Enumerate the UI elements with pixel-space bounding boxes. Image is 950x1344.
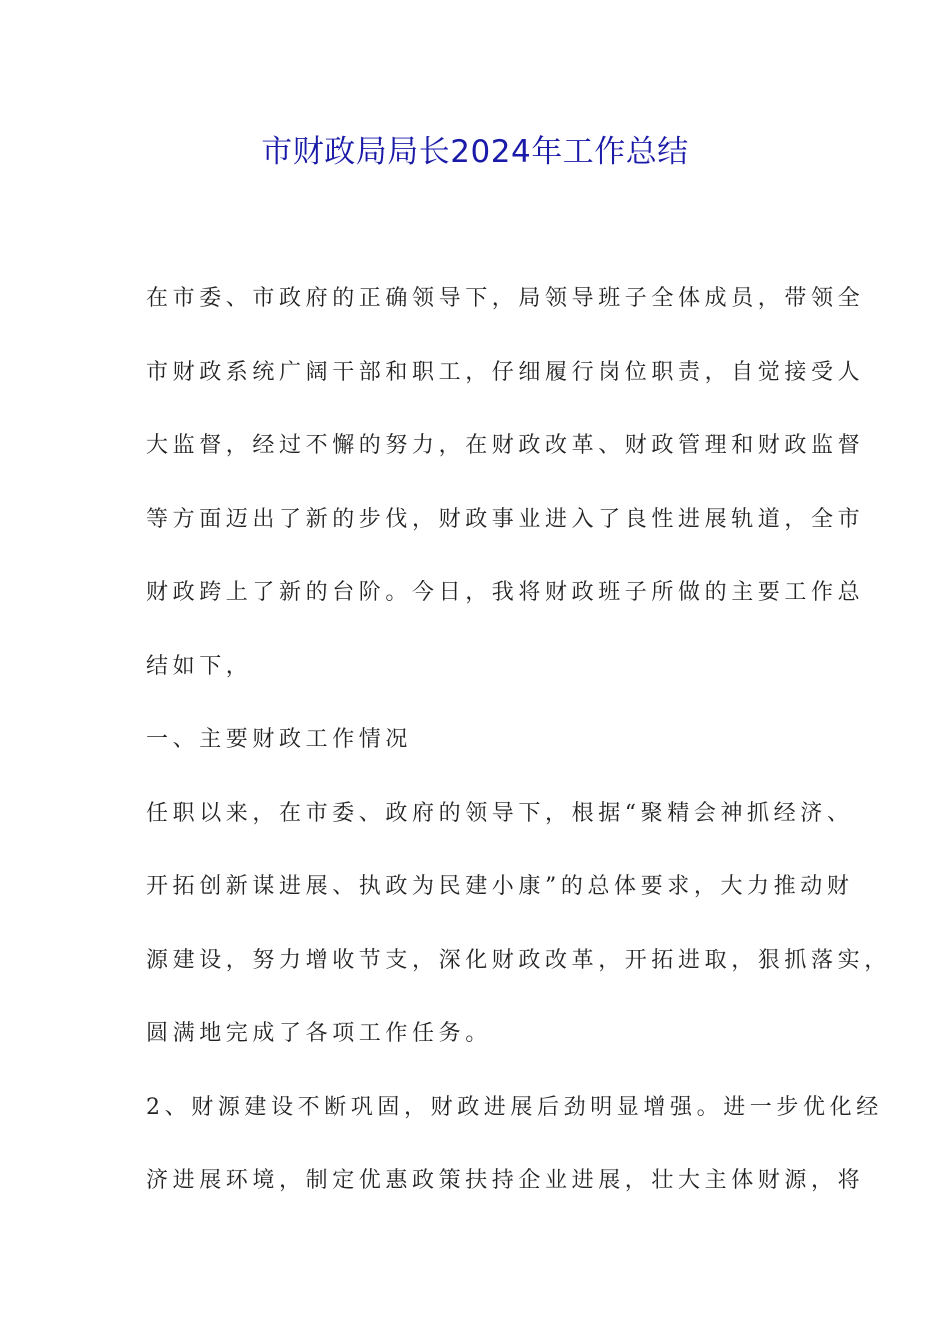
body-line: 开拓创新谋进展、执政为民建小康”的总体要求，大力推动财 [146,874,854,899]
body-line: 源建设，努力增收节支，深化财政改革，开拓进取，狠抓落实， [146,947,891,973]
body-line: 财政跨上了新的台阶。今日，我将财政班子所做的主要工作总 [146,580,865,605]
body-line: 等方面迈出了新的步伐，财政事业进入了良性进展轨道，全市 [146,506,865,532]
body-line: 任职以来，在市委、政府的领导下，根据“聚精会神抓经济、 [146,800,854,826]
body-line: 在市委、市政府的正确领导下，局领导班子全体成员，带领全 [146,286,865,311]
document-title: 市财政局局长2024年工作总结 [261,134,689,170]
body-line: 大监督，经过不懈的努力，在财政改革、财政管理和财政监督 [146,433,865,458]
body-line: 结如下， [146,653,253,679]
section-heading: 一、主要财政工作情况 [146,727,413,752]
body-line: 2、财源建设不断巩固，财政进展后劲明显增强。进一步优化经 [146,1094,883,1120]
document-body [146,262,891,1218]
body-line: 济进展环境，制定优惠政策扶持企业进展，壮大主体财源，将 [146,1168,865,1193]
body-line: 圆满地完成了各项工作任务。 [146,1021,492,1046]
body-line: 市财政系统广阔干部和职工，仔细履行岗位职责，自觉接受人 [146,359,865,385]
